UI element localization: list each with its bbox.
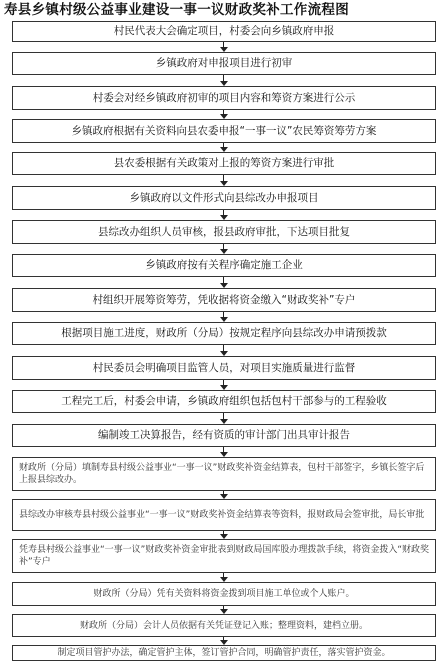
arrow-17 — [220, 606, 228, 614]
arrow-1 — [220, 42, 228, 52]
step-box-14 — [12, 457, 436, 491]
step-box-18 — [12, 614, 436, 637]
step-text-17: 财政所（分局）凭有关资料将资金拨到项目施工单位或个人账户。 — [93, 589, 355, 599]
flowchart-title: 寿县乡镇村级公益事业建设一事一议财政奖补工作流程图 — [4, 2, 349, 18]
step-box-16 — [12, 539, 436, 573]
step-box-12 — [12, 390, 436, 413]
step-box-9 — [12, 288, 436, 312]
step-box-7 — [12, 220, 436, 244]
step-text-3: 村委会对经乡镇政府初审的项目内容和筹资方案进行公示 — [92, 91, 356, 104]
step-box-11 — [12, 356, 436, 380]
arrow-12 — [220, 413, 228, 424]
arrow-3 — [220, 110, 228, 119]
arrow-2 — [220, 75, 228, 86]
step-text-16: 凭寿县村级公益事业“一事一议”财政奖补资金审批表到财政局国库股办理拨款手续，将资金拨入“财政奖补”专户 — [19, 545, 429, 567]
step-text-11: 村民委员会明确项目监管人员，对项目实施质量进行监督 — [92, 361, 356, 374]
step-box-19 — [12, 645, 436, 661]
arrow-11 — [220, 380, 228, 390]
arrow-13 — [220, 447, 228, 457]
arrow-9 — [220, 312, 228, 322]
step-text-2: 乡镇政府对申报项目进行初审 — [155, 57, 293, 69]
step-box-10 — [12, 322, 436, 345]
step-text-14: 财政所（分局）填制寿县村级公益事业“一事一议”财政奖补资金结算表，包村干部签字，乡镇长签字后上报县综改办。 — [19, 463, 425, 485]
step-box-8 — [12, 254, 436, 277]
step-text-15: 县综改办审核寿县村级公益事业“一事一议”财政奖补资金结算表等资料，报财政局会签审批，局长审批 — [19, 510, 425, 520]
step-text-9: 村组织开展筹资筹劳，凭收据将资金缴入“财政奖补”专户 — [92, 293, 356, 306]
step-text-18: 财政所（分局）会计人员依据有关凭证登记入账；整理资料，建档立册。 — [79, 620, 368, 631]
step-box-2 — [12, 52, 436, 75]
step-text-12: 工程完工后，村委会申请，乡镇政府组织包括包村干部参与的工程验收 — [61, 395, 387, 407]
step-box-13 — [12, 424, 436, 447]
arrow-6 — [220, 210, 228, 220]
step-box-4 — [12, 119, 436, 143]
step-box-3 — [12, 86, 436, 110]
arrow-10 — [220, 345, 228, 356]
step-text-1: 村民代表大会确定项目，村委会向乡镇政府申报 — [113, 25, 335, 37]
arrow-8 — [220, 277, 228, 288]
step-text-7: 县综改办组织人员审核，报县政府审批，下达项目批复 — [98, 225, 350, 238]
step-box-1 — [12, 21, 436, 42]
step-text-5: 县农委根据有关政策对上报的筹资方案进行审批 — [113, 157, 335, 169]
step-box-15 — [12, 499, 436, 531]
step-box-5 — [12, 152, 436, 175]
arrow-15 — [220, 531, 228, 539]
step-text-6: 乡镇政府以文件形式向县综改办申报项目 — [129, 191, 319, 204]
arrow-18 — [220, 637, 228, 645]
step-text-19: 制定项目管护办法，确定管护主体，签订管护合同，明确管护责任，落实管护资金。 — [57, 648, 391, 658]
step-text-13: 编制竣工决算报告，经有资质的审计部门出具审计报告 — [98, 429, 350, 441]
arrow-14 — [220, 491, 228, 499]
arrow-7 — [220, 244, 228, 254]
step-text-4: 乡镇政府根据有关资料向县农委申报“一事一议”农民筹资筹劳方案 — [71, 124, 377, 137]
step-text-10: 根据项目施工进度，财政所（分局）按规定程序向县综改办申请预拨款 — [61, 327, 387, 339]
arrow-5 — [220, 175, 228, 186]
step-box-6 — [12, 186, 436, 210]
step-text-8: 乡镇政府按有关程序确定施工企业 — [145, 259, 303, 271]
step-box-17 — [12, 582, 436, 606]
arrow-16 — [220, 573, 228, 582]
arrow-4 — [220, 143, 228, 152]
